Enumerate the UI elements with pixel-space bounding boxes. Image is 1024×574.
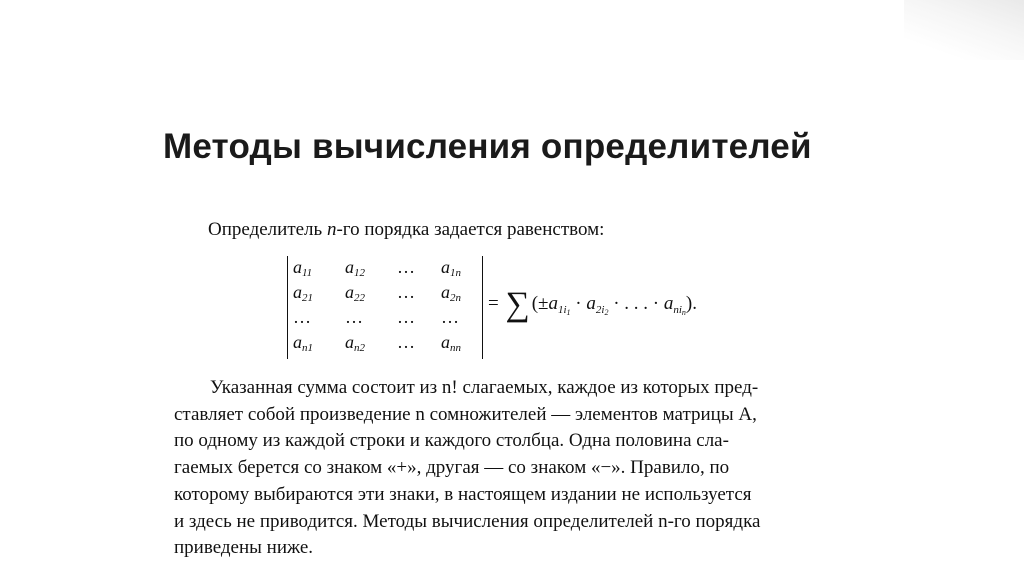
matrix-cell	[293, 307, 345, 332]
matrix-cell-index: nn	[450, 342, 461, 354]
matrix-cell	[441, 282, 477, 307]
matrix-cell-base: a	[441, 282, 450, 302]
matrix-cell-index: 21	[302, 292, 313, 304]
matrix-cell-index: 22	[354, 292, 365, 304]
sum-symbol: ∑	[505, 286, 530, 323]
page-corner-shadow	[904, 0, 1024, 60]
term-2-base: a	[586, 293, 596, 314]
paragraph-line: которому выбираются эти знаки, в настоящем издании не используется	[174, 483, 752, 505]
matrix-cell	[397, 257, 441, 282]
determinant-formula	[488, 286, 697, 324]
matrix-cell	[441, 332, 477, 357]
matrix-cell-base: …	[293, 307, 312, 327]
term-3-sub: ni	[673, 304, 682, 316]
matrix-cell-index: n2	[354, 342, 365, 354]
matrix-cell	[441, 307, 477, 332]
term-1-base: a	[548, 293, 558, 314]
matrix-cell-index: 2n	[450, 292, 461, 304]
matrix-cell-base: a	[345, 282, 354, 302]
equals-sign: =	[488, 293, 499, 314]
matrix-cell	[397, 282, 441, 307]
page-title: Методы вычисления определителей	[163, 127, 812, 166]
matrix-cell-index: 1n	[450, 267, 461, 279]
ellipsis-product: · . . . ·	[608, 293, 664, 314]
determinant-matrix	[287, 256, 483, 359]
matrix-cell-base: …	[397, 332, 416, 352]
term-3-base: a	[663, 293, 674, 314]
term-2-sub: 2i	[595, 304, 605, 316]
dot-1: ·	[570, 293, 587, 314]
matrix-cell	[345, 282, 397, 307]
matrix-cell-base: a	[293, 257, 302, 277]
matrix-cell	[345, 332, 397, 357]
matrix-cell-base: …	[397, 257, 416, 277]
matrix-cell	[293, 332, 345, 357]
matrix-cell-base: …	[397, 282, 416, 302]
matrix-cell-index: 11	[302, 267, 313, 279]
intro-suffix: -го порядка задается равенством:	[336, 219, 605, 240]
matrix-cell-index: 12	[354, 267, 365, 279]
matrix-cell	[345, 257, 397, 282]
open-paren: (±	[531, 293, 549, 314]
term-1-sub: 1i	[557, 304, 567, 316]
matrix-cell	[397, 332, 441, 357]
matrix-cell	[293, 282, 345, 307]
matrix-cell-base: a	[441, 257, 450, 277]
matrix-cell	[397, 307, 441, 332]
paragraph-line: гаемых берется со знаком «+», другая — со знаком «−». Правило, по	[174, 457, 730, 479]
paragraph-line: приведены ниже.	[174, 537, 314, 559]
matrix-cell-base: …	[441, 307, 460, 327]
paragraph-line: ставляет собой произведение n сомножителей — элементов матрицы A,	[174, 403, 757, 425]
matrix-cell-base: a	[441, 332, 450, 352]
matrix-grid	[293, 257, 477, 357]
intro-text	[208, 219, 604, 241]
matrix-cell-base: …	[345, 307, 364, 327]
matrix-cell-base: …	[397, 307, 416, 327]
term-2-subsub: 2	[604, 308, 609, 317]
matrix-cell-base: a	[293, 282, 302, 302]
intro-prefix: Определитель	[208, 219, 327, 240]
matrix-cell-index: n1	[302, 342, 313, 354]
intro-variable: n	[326, 219, 337, 240]
matrix-cell-base: a	[345, 332, 354, 352]
matrix-cell-base: a	[293, 332, 302, 352]
paragraph-line: Указанная сумма состоит из n! слагаемых, каждое из которых пред-	[210, 377, 759, 398]
matrix-cell	[345, 307, 397, 332]
explanation-paragraph	[174, 375, 874, 562]
close-paren: ).	[685, 293, 697, 314]
term-3-subsub: n	[681, 308, 686, 317]
matrix-cell	[293, 257, 345, 282]
paragraph-line: и здесь не приводится. Методы вычисления определителей n-го порядка	[174, 510, 761, 532]
paragraph-line: по одному из каждой строки и каждого столбца. Одна половина сла-	[174, 430, 729, 452]
matrix-cell-base: a	[345, 257, 354, 277]
matrix-cell	[441, 257, 477, 282]
term-1-subsub: 1	[566, 308, 571, 317]
